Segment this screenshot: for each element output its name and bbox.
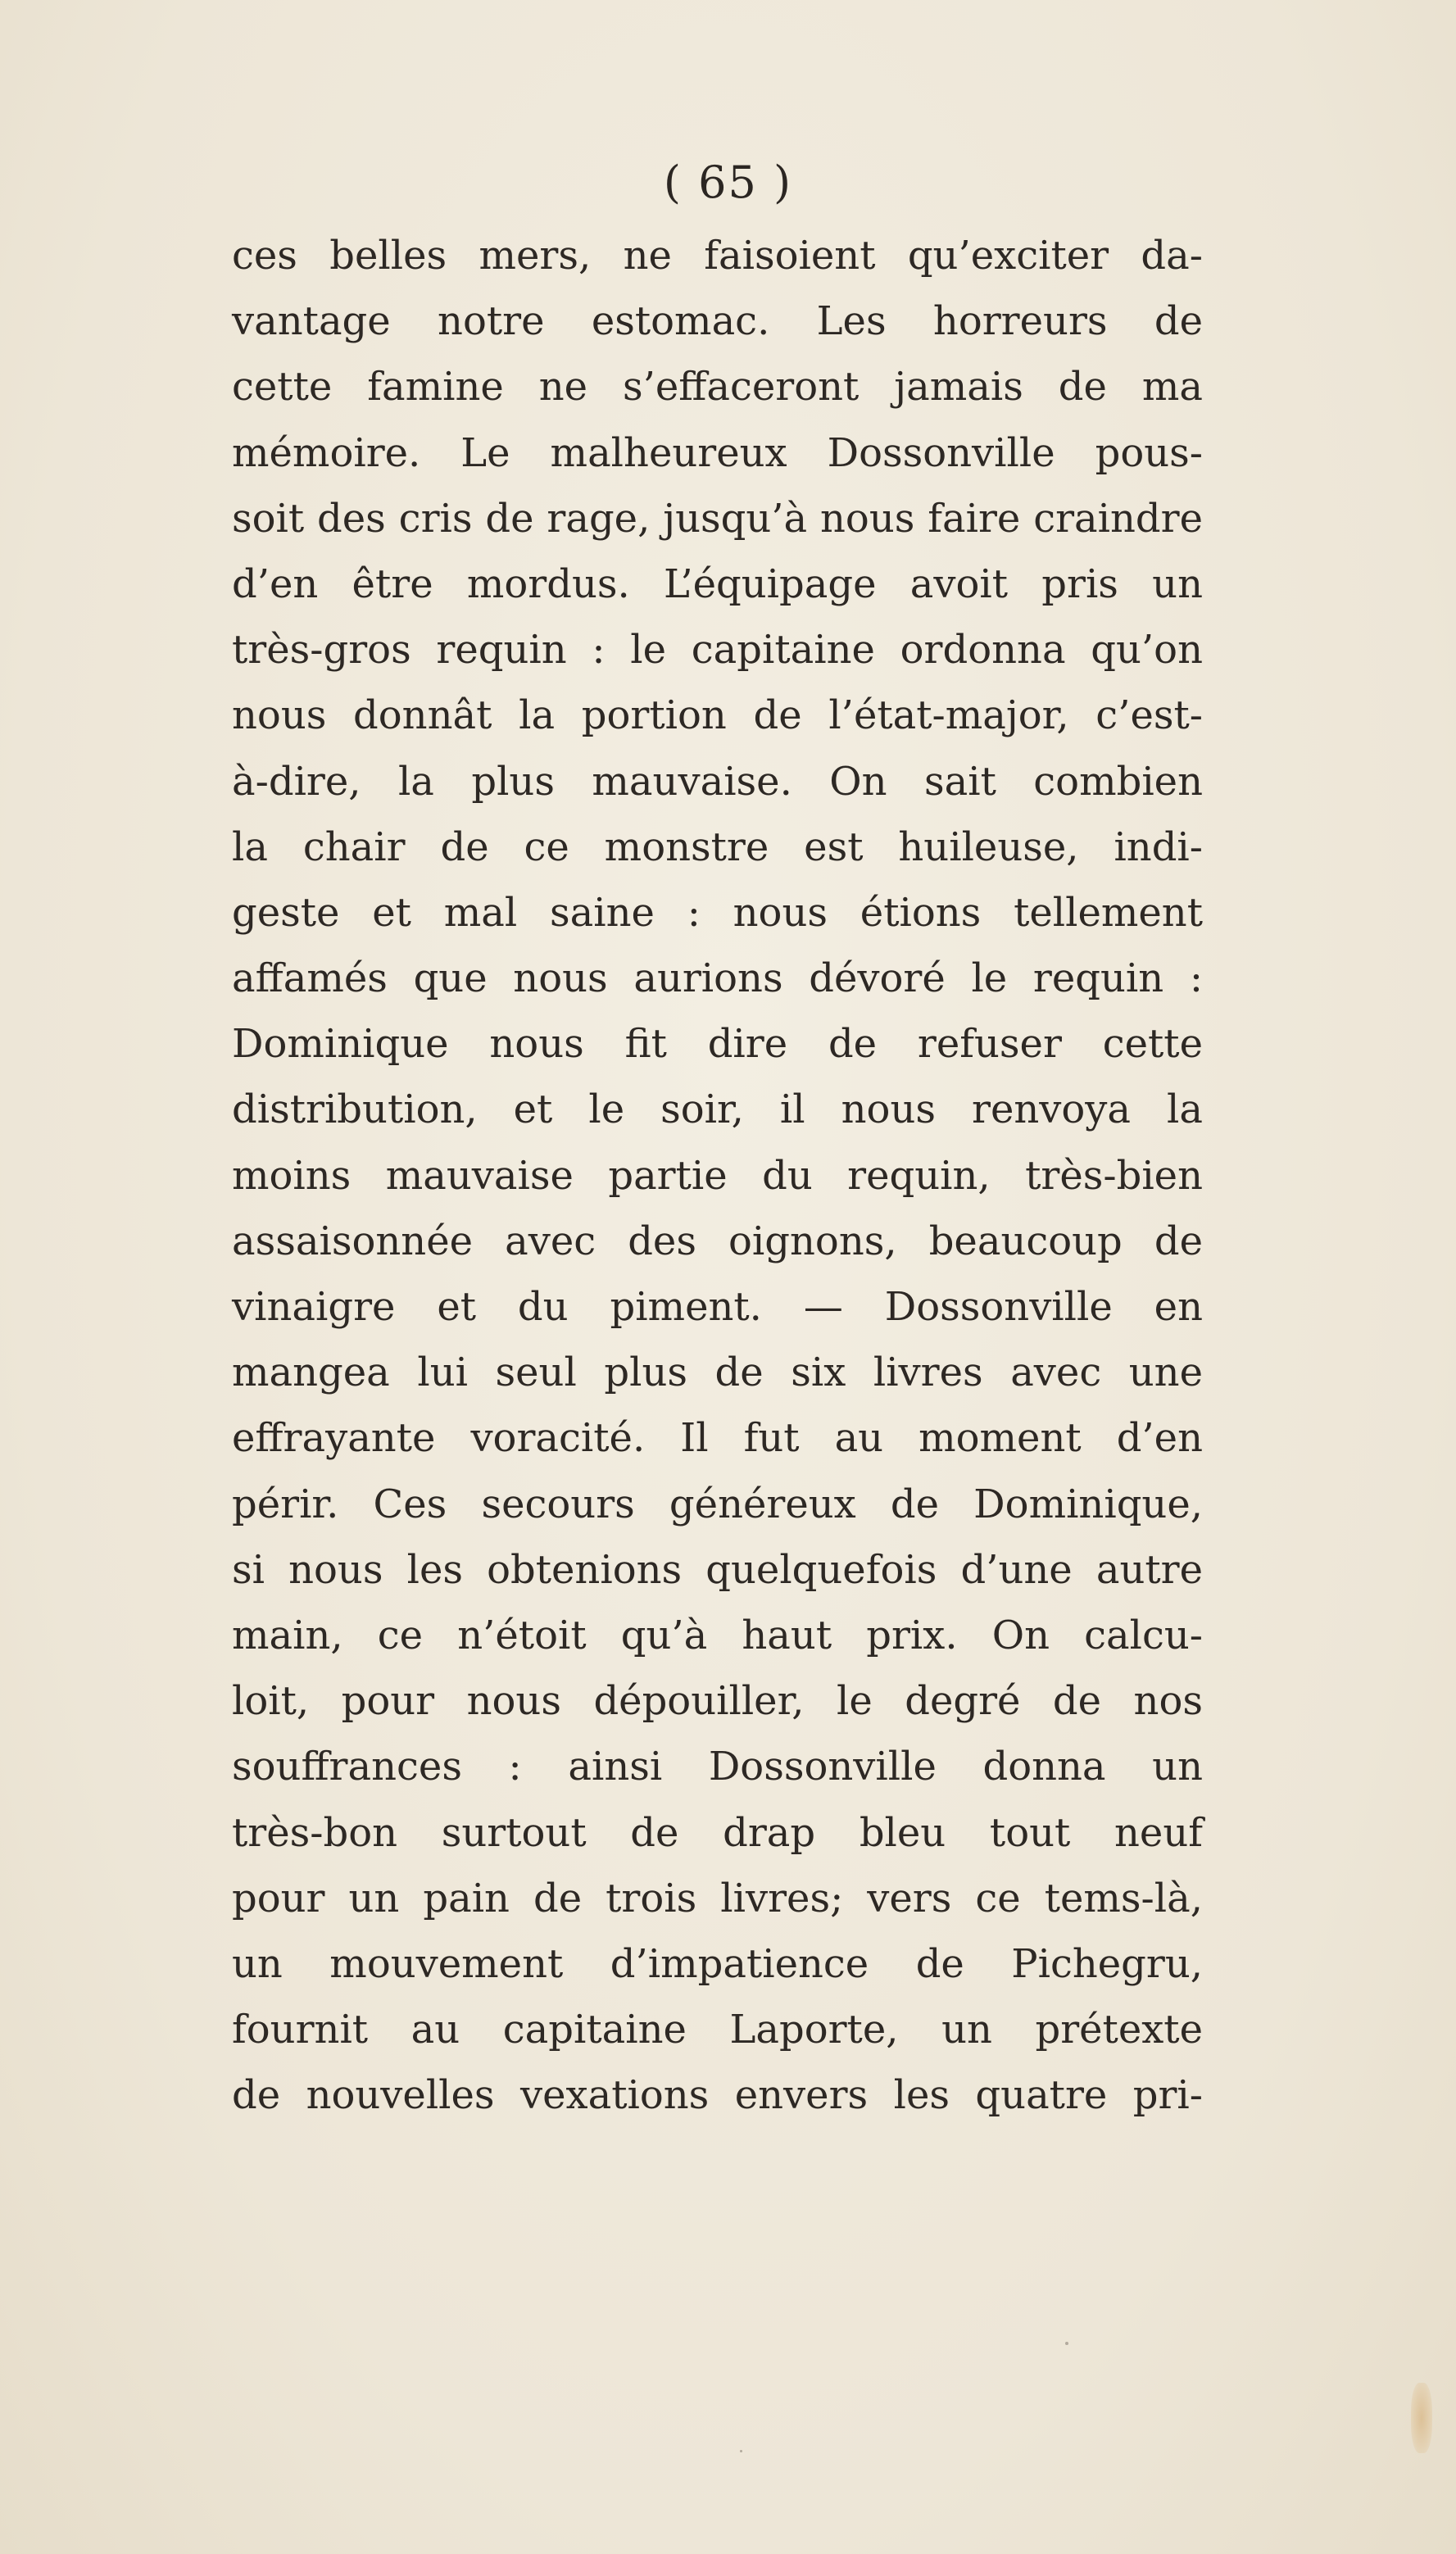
text-line: un mouvement d’impatience de Pichegru,: [232, 1940, 1203, 1987]
text-line: fournit au capitaine Laporte, un prétexte: [232, 2007, 1203, 2053]
text-line: de nouvelles vexations envers les quatre pri-: [232, 2072, 1203, 2119]
text-line: mangea lui seul plus de six livres avec une: [232, 1350, 1203, 1396]
text-line: assaisonnée avec des oignons, beaucoup de: [232, 1218, 1203, 1264]
text-line: vinaigre et du piment. — Dossonville en: [232, 1284, 1203, 1330]
text-line: main, ce n’étoit qu’à haut prix. On calcu-: [232, 1612, 1203, 1658]
text-line: cette famine ne s’effaceront jamais de ma: [232, 364, 1203, 411]
text-line: périr. Ces secours généreux de Dominique,: [232, 1481, 1203, 1527]
text-line: si nous les obtenions quelquefois d’une autre: [232, 1546, 1203, 1593]
text-line: très-bon surtout de drap bleu tout neuf: [232, 1809, 1203, 1856]
text-line: moins mauvaise partie du requin, très-bien: [232, 1152, 1203, 1199]
paper-stain: [1411, 2383, 1432, 2453]
text-line: loit, pour nous dépouiller, le degré de nos: [232, 1678, 1203, 1725]
text-line: la chair de ce monstre est huileuse, indi-: [232, 823, 1203, 870]
text-line: nous donnât la portion de l’état-major, c’est-: [232, 692, 1203, 739]
paper-speck: [1065, 2342, 1068, 2345]
text-line: souffrances : ainsi Dossonville donna un: [232, 1744, 1203, 1790]
text-line: d’en être mordus. L’équipage avoit pris un: [232, 560, 1203, 607]
text-line: vantage notre estomac. Les horreurs de: [232, 298, 1203, 345]
text-line: très-gros requin : le capitaine ordonna qu’on: [232, 627, 1203, 674]
text-line: soit des cris de rage, jusqu’à nous faire craindre: [232, 495, 1203, 542]
body-text: [232, 223, 1203, 2128]
paper-speck: [740, 2450, 742, 2452]
text-line: mémoire. Le malheureux Dossonville pous-: [232, 429, 1203, 476]
text-line: affamés que nous aurions dévoré le requin :: [232, 955, 1203, 1002]
text-line: ces belles mers, ne faisoient qu’exciter da-: [232, 233, 1203, 279]
text-line: effrayante voracité. Il fut au moment d’en: [232, 1415, 1203, 1462]
text-line: à-dire, la plus mauvaise. On sait combien: [232, 758, 1203, 805]
text-line: Dominique nous fit dire de refuser cette: [232, 1021, 1203, 1068]
text-line: distribution, et le soir, il nous renvoya la: [232, 1086, 1203, 1133]
text-line: geste et mal saine : nous étions tellement: [232, 889, 1203, 936]
text-line: pour un pain de trois livres; vers ce tems-là,: [232, 1875, 1203, 1921]
page-number: ( 65 ): [663, 157, 793, 208]
